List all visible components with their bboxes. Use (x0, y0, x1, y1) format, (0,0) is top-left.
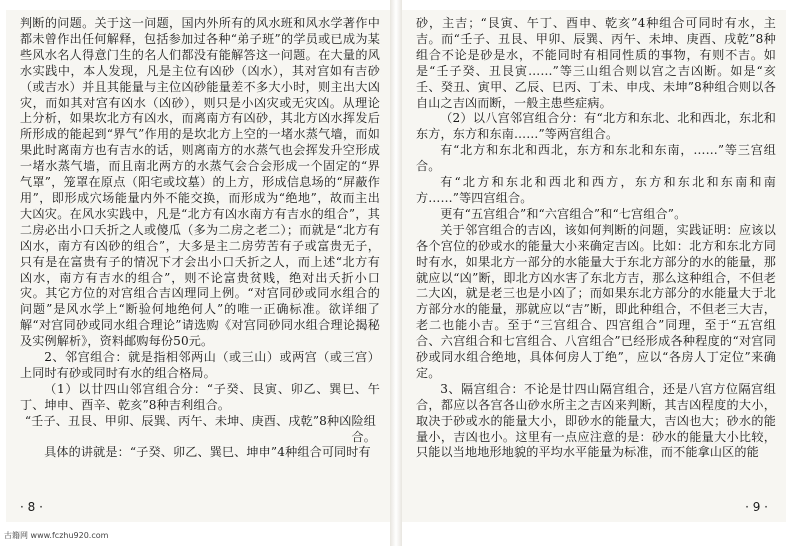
paragraph: 判断的问题。关于这一问题，国内外所有的风水班和风水学著作中都未曾作出任何解释，包括参加过各种“弟子班”的学员或已成为某些风水名人得意门生的名人们都没有能解答这一问题。在大量的风水实践中，本人发现，凡是主位有凶砂（凶水），其对宫如有吉砂（或吉水）并且其能量与主位凶砂能量差不多大小时，则主出大凶灾，而如其对宫有凶水（凶砂），则只是小凶灾或无灾凶。从理论上分析，如果坎北方有凶水，而离南方有凶砂，其北方凶水挥发后所形成的能起到“界气”作用的是坎北方上空的一堵水蒸气墙，而如果此时离南方也有吉水的话，则离南方的水蒸气也会挥发升空形成一堵水蒸气墙，而且南北两方的水蒸气会合会形成一个固定的“界气罩”，笼罩在原点（阳宅或坟墓）的上方，形成信息场的“屏蔽作用”，即形成穴场能量内外不能交换，而形成为“绝地”，故而主出大凶灾。在风水实践中，凡是“北方有凶水南方有吉水的组合”，其二房必出小口夭折之人或傻瓜（多为二房之老二）；而就是“北方有凶水，南方有凶砂的组合”，大多是主二房劳苦有子或富贵无子，只有是在富贵有子的情况下才会出小口夭折之人，而上述“北方有凶水，南方有吉水的组合”，则不论富贵贫贱，绝对出夭折小口灾。其它方位的对宫组合吉凶理同上例。“对宫同砂或同水组合的问题”是风水学上“断验何地绝何人”的唯一正确标准。欲详细了解“对宫同砂或同水组合理论”请选购《对宫同砂同水组合理论揭秘及实例解析》，资料邮购每份50元。 (20, 16, 380, 349)
paragraph: 具体的讲就是：“子癸、卯乙、巽巳、坤申”4种组合可同时有 (44, 445, 371, 460)
left-page-text (20, 16, 380, 461)
paragraph: 2、邻宫组合：就是指相邻两山（或三山）或两宫（或三宫）上同时有砂或同时有水的组合格局。 (20, 350, 380, 380)
paragraph: （2）以八宫邻宫组合分：有“北方和东北、北和西北，东北和东方，东方和东南……”等两宫组合。 (416, 111, 776, 142)
right-page-text (416, 16, 776, 461)
paragraph: 有“北方和东北和西北，东方和东北和东南，……”等三宫组合。 (416, 143, 776, 174)
book-gutter (390, 0, 402, 546)
paragraph: 有“北方和东北和西北和西方，东方和东北和东南和南方……”等四宫组合。 (416, 175, 776, 205)
paragraph: 3、隔宫组合：不论是廿四山隔宫组合，还是八宫方位隔宫组合，都应以各宫各山砂水所主之吉凶来判断，其吉凶程度的大小，取决于砂或水的能量大小，即砂水的能量大，吉凶也大；砂水的能量小，吉凶也小。这里有一点应注意的是：砂水的能量大小比较，只能以当地地形地貌的平均水平能量为标准，而不能拿山区的能 (416, 381, 776, 460)
paragraph: 更有“五宫组合”和“六宫组合”和“七宫组合”。 (440, 206, 687, 221)
paragraph: 关于邻宫组合的吉凶，该如何判断的问题，实践证明：应该以各个宫位的砂或水的能量大小来确定吉凶。比如：北方和东北方同时有水，如果北方一部分的水能量大于东北方部分的水的能量，那就应以“凶”断，即北方凶水害了东北方吉，那么这种组合，不但老二大凶，就是老三也是小凶了；而如果东北方部分的水能量大于北方部分水的能量，那就应以“吉”断，即此种组合，不但老三大吉，老二也能小吉。至于“三宫组合、四宫组合”同理，至于“五宫组合、六宫组合和七宫组合、八宫组合”已经形成各种程度的“对宫同砂或同水组合绝地，具体何房人丁绝”，应以“各房人丁定位”来确定。 (416, 222, 776, 380)
page-number: · 8 · (20, 500, 43, 514)
site-watermark: 古籍网 www.fczhu920.com (4, 531, 109, 540)
page-number: · 9 · (745, 500, 768, 514)
paragraph: （1）以廿四山邻宫组合分：“子癸、艮寅、卯乙、巽巳、午丁、坤申、酉辛、乾亥”8种吉利组合。 (20, 381, 380, 412)
paragraph: 砂，主吉；“艮寅、午丁、酉申、乾亥”4种组合可同时有水，主吉。而“壬子、丑艮、甲卯、辰巽、丙午、未坤、庚酉、戌乾”8种组合不论是砂是水，不能同时有相同性质的事物，有则不吉。如是“壬子癸、丑艮寅……”等三山组合则以宫之吉凶断。如是“亥壬、癸丑、寅甲、乙辰、巳丙、丁未、申戌、未坤”8种组合则以各自山之吉凶而断，一般主患些症病。 (416, 16, 776, 110)
left-page (6, 10, 390, 522)
right-page (402, 10, 786, 522)
paragraph: “壬子、丑艮、甲卯、辰巽、丙午、未坤、庚酉、戌乾”8种凶险组合。 (24, 413, 376, 444)
